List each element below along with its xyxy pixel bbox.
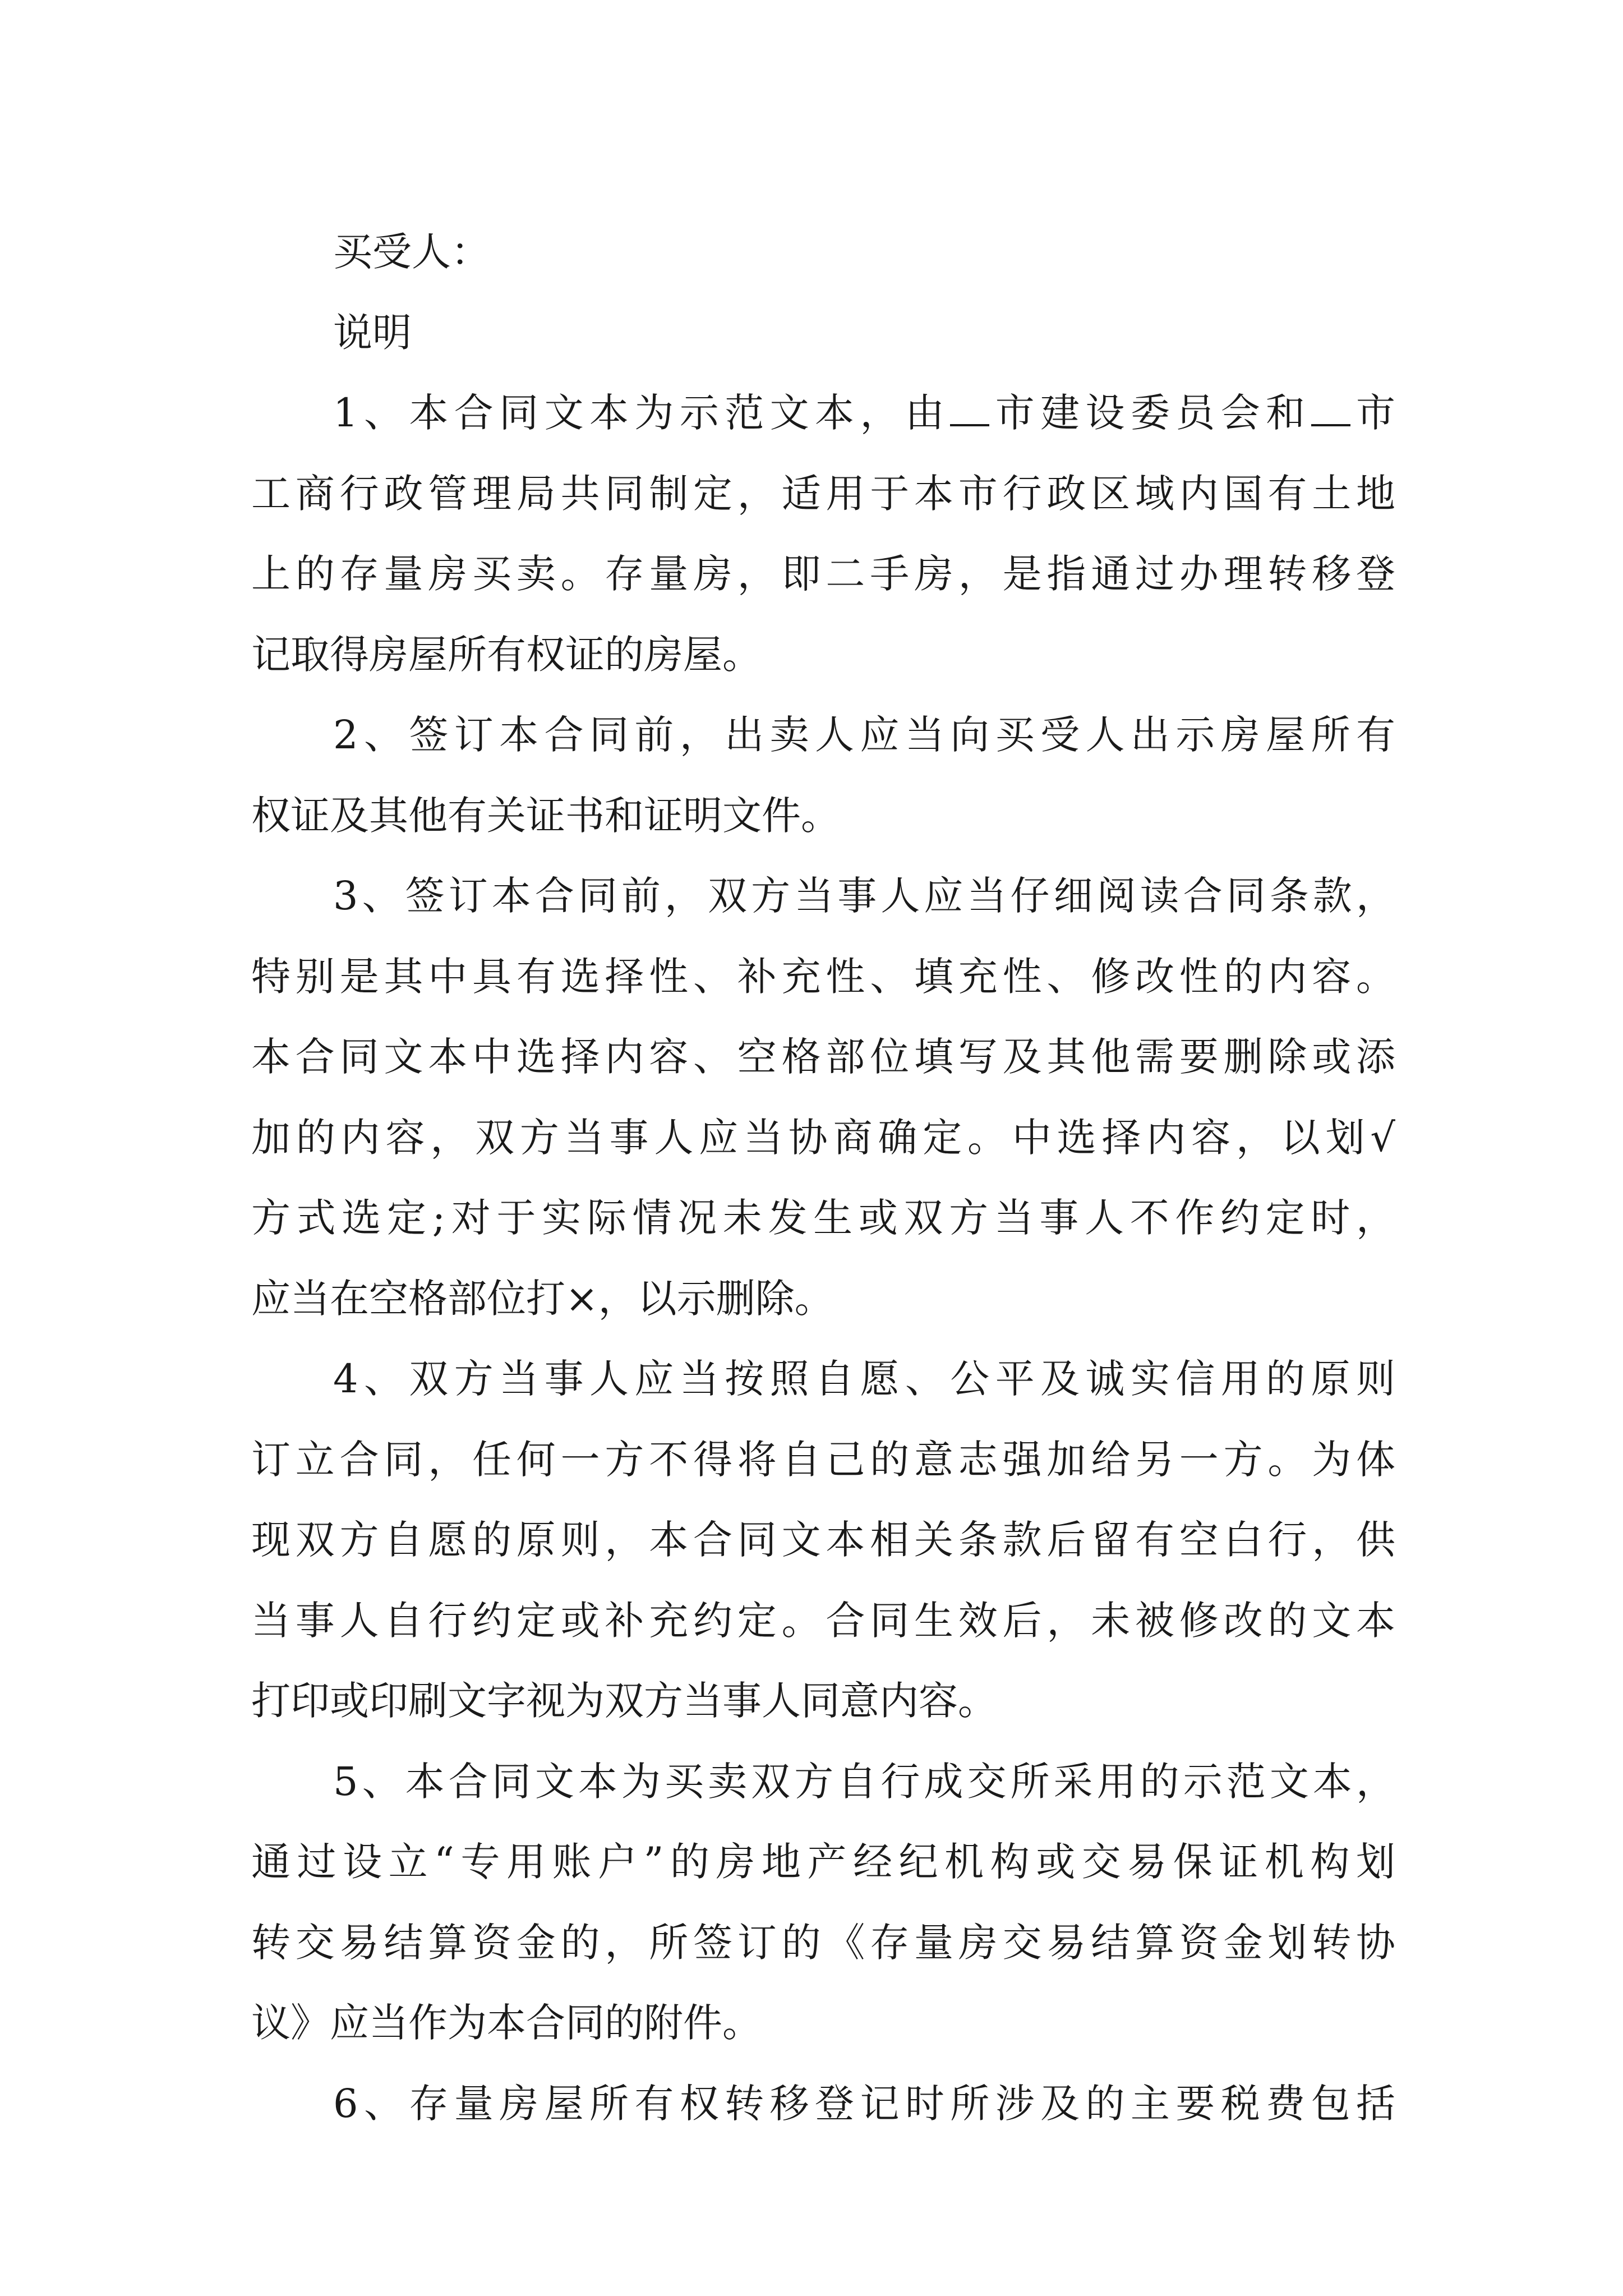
paragraph-3-line-3: 本合同文本中选择内容、空格部位填写及其他需要删除或添 xyxy=(251,1034,1395,1080)
paragraph-2-line-2: 权证及其他有关证书和证明文件。 xyxy=(251,792,840,839)
paragraph-5-line-1: 5、本合同文本为买卖双方自行成交所采用的示范文本， xyxy=(333,1758,1395,1805)
paragraph-2-line-1: 2、签订本合同前，出卖人应当向买受人出示房屋所有 xyxy=(333,712,1395,758)
buyer-heading: 买受人： xyxy=(333,229,490,275)
paragraph-4-line-1: 4、双方当事人应当按照自愿、公平及诚实信用的原则 xyxy=(333,1356,1395,1402)
p1-text-b: 市建设委员会和 xyxy=(989,390,1311,436)
paragraph-5-line-4: 议》应当作为本合同的附件。 xyxy=(251,2000,762,2046)
paragraph-3-line-1: 3、签订本合同前，双方当事人应当仔细阅读合同条款， xyxy=(333,873,1395,919)
fill-blank-city-2 xyxy=(1311,389,1350,426)
document-body xyxy=(251,212,1395,2144)
paragraph-4-line-2: 订立合同，任何一方不得将自己的意志强加给另一方。为体 xyxy=(251,1436,1395,1483)
paragraph-3-line-4: 加的内容，双方当事人应当协商确定。中选择内容，以划√ xyxy=(251,1114,1395,1161)
fill-blank-city-1 xyxy=(950,389,989,426)
paragraph-4-line-3: 现双方自愿的原则，本合同文本相关条款后留有空白行，供 xyxy=(251,1517,1395,1563)
paragraph-6-line-1: 6、存量房屋所有权转移登记时所涉及的主要税费包括 xyxy=(333,2080,1395,2127)
p1-text-a: 1、本合同文本为示范文本，由 xyxy=(333,390,951,436)
note-heading: 说明 xyxy=(333,309,412,356)
p1-text-c: 市 xyxy=(1350,390,1396,436)
paragraph-3-line-2: 特别是其中具有选择性、补充性、填充性、修改性的内容。 xyxy=(251,953,1395,1000)
paragraph-5-line-3: 转交易结算资金的，所签订的《存量房交易结算资金划转协 xyxy=(251,1919,1395,1966)
paragraph-1-line-3: 上的存量房买卖。存量房，即二手房，是指通过办理转移登 xyxy=(251,551,1395,597)
paragraph-1-line-1 xyxy=(251,373,1395,454)
paragraph-1-line-2: 工商行政管理局共同制定，适用于本市行政区域内国有土地 xyxy=(251,470,1395,517)
paragraph-4-line-5: 打印或印刷文字视为双方当事人同意内容。 xyxy=(251,1678,997,1724)
paragraph-3-line-5: 方式选定;对于实际情况未发生或双方当事人不作约定时， xyxy=(251,1195,1395,1241)
paragraph-1-line-4: 记取得房屋所有权证的房屋。 xyxy=(251,631,762,678)
paragraph-5-line-2: 通过设立“专用账户”的房地产经纪机构或交易保证机构划 xyxy=(251,1839,1395,1885)
paragraph-4-line-4: 当事人自行约定或补充约定。合同生效后，未被修改的文本 xyxy=(251,1597,1395,1644)
paragraph-3-line-6: 应当在空格部位打×，以示删除。 xyxy=(251,1275,834,1322)
